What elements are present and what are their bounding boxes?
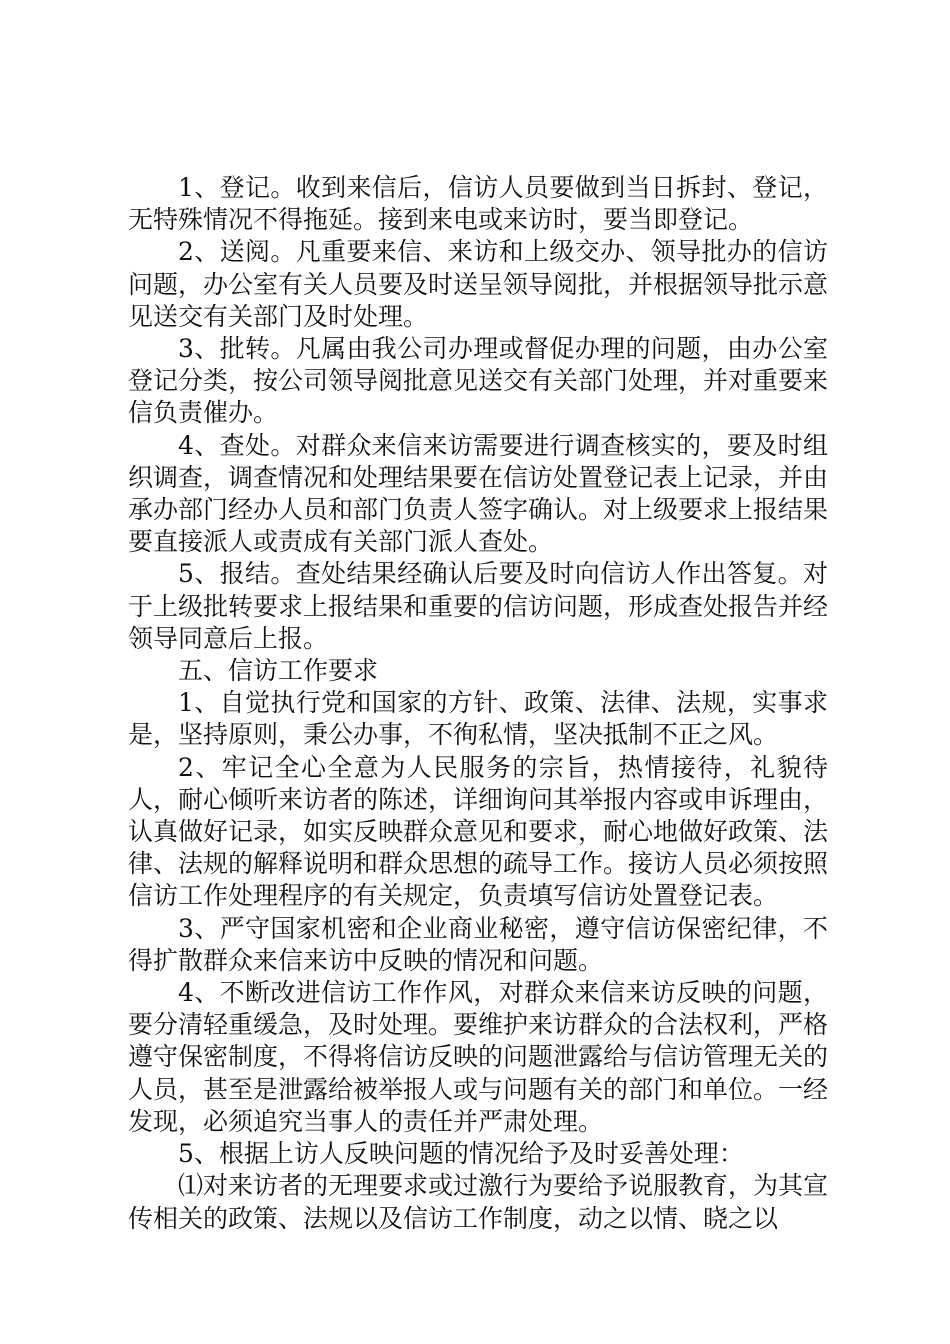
requirement-item: 5、根据上访人反映问题的情况给予及时妥善处理： [178, 1139, 744, 1169]
paragraph-review: 2、送阅。凡重要来信、来访和上级交办、领导批办的信访问题，办公室有关人员要及时送呈领导阅批，并根据领导批示意见送交有关部门及时处理。 [128, 237, 829, 331]
requirement-item: 2、牢记全心全意为人民服务的宗旨，热情接待，礼貌待人，耐心倾听来访者的陈述，详细询问其举报内容或申诉理由，认真做好记录，如实反映群众意见和要求，耐心地做好政策、法律、法规的解释说明和群众思想的疏导工作。接访人员必须按照信访工作处理程序的有关规定，负责填写信访处置登记表。 [128, 752, 829, 911]
requirement-subitem: ⑴对来访者的无理要求或过激行为要给予说服教育，为其宣传相关的政策、法规以及信访工作制度，动之以情、晓之以 [128, 1171, 829, 1233]
paragraph-registration: 1、登记。收到来信后，信访人员要做到当日拆封、登记，无特殊情况不得拖延。接到来电或来访时，要当即登记。 [128, 173, 828, 235]
requirement-item: 4、不断改进信访工作作风，对群众来信来访反映的问题，要分清轻重缓急，及时处理。要维护来访群众的合法权利，严格遵守保密制度，不得将信访反映的问题泄露给与信访管理无关的人员，甚至是泄露给被举报人或与问题有关的部门和单位。一经发现，必须追究当事人的责任并严肃处理。 [128, 978, 829, 1136]
paragraph-conclusion: 5、报结。查处结果经确认后要及时向信访人作出答复。对于上级批转要求上报结果和重要的信访问题，形成查处报告并经领导同意后上报。 [128, 559, 829, 653]
paragraph-investigation: 4、查处。对群众来信来访需要进行调查核实的，要及时组织调查，调查情况和处理结果要在信访处置登记表上记录，并由承办部门经办人员和部门负责人签字确认。对上级要求上报结果要直接派人或责成有关部门派人查处。 [128, 430, 829, 557]
document-page [128, 172, 828, 1235]
paragraph-transfer: 3、批转。凡属由我公司办理或督促办理的问题，由办公室登记分类，按公司领导阅批意见送交有关部门处理，并对重要来信负责催办。 [128, 334, 829, 428]
requirement-item: 3、严守国家机密和企业商业秘密，遵守信访保密纪律，不得扩散群众来信来访中反映的情况和问题。 [128, 913, 828, 975]
requirement-item: 1、自觉执行党和国家的方针、政策、法律、法规，实事求是，坚持原则，秉公办事，不徇私情，坚决抵制不正之风。 [128, 688, 828, 750]
section-heading: 五、信访工作要求 [178, 656, 379, 686]
